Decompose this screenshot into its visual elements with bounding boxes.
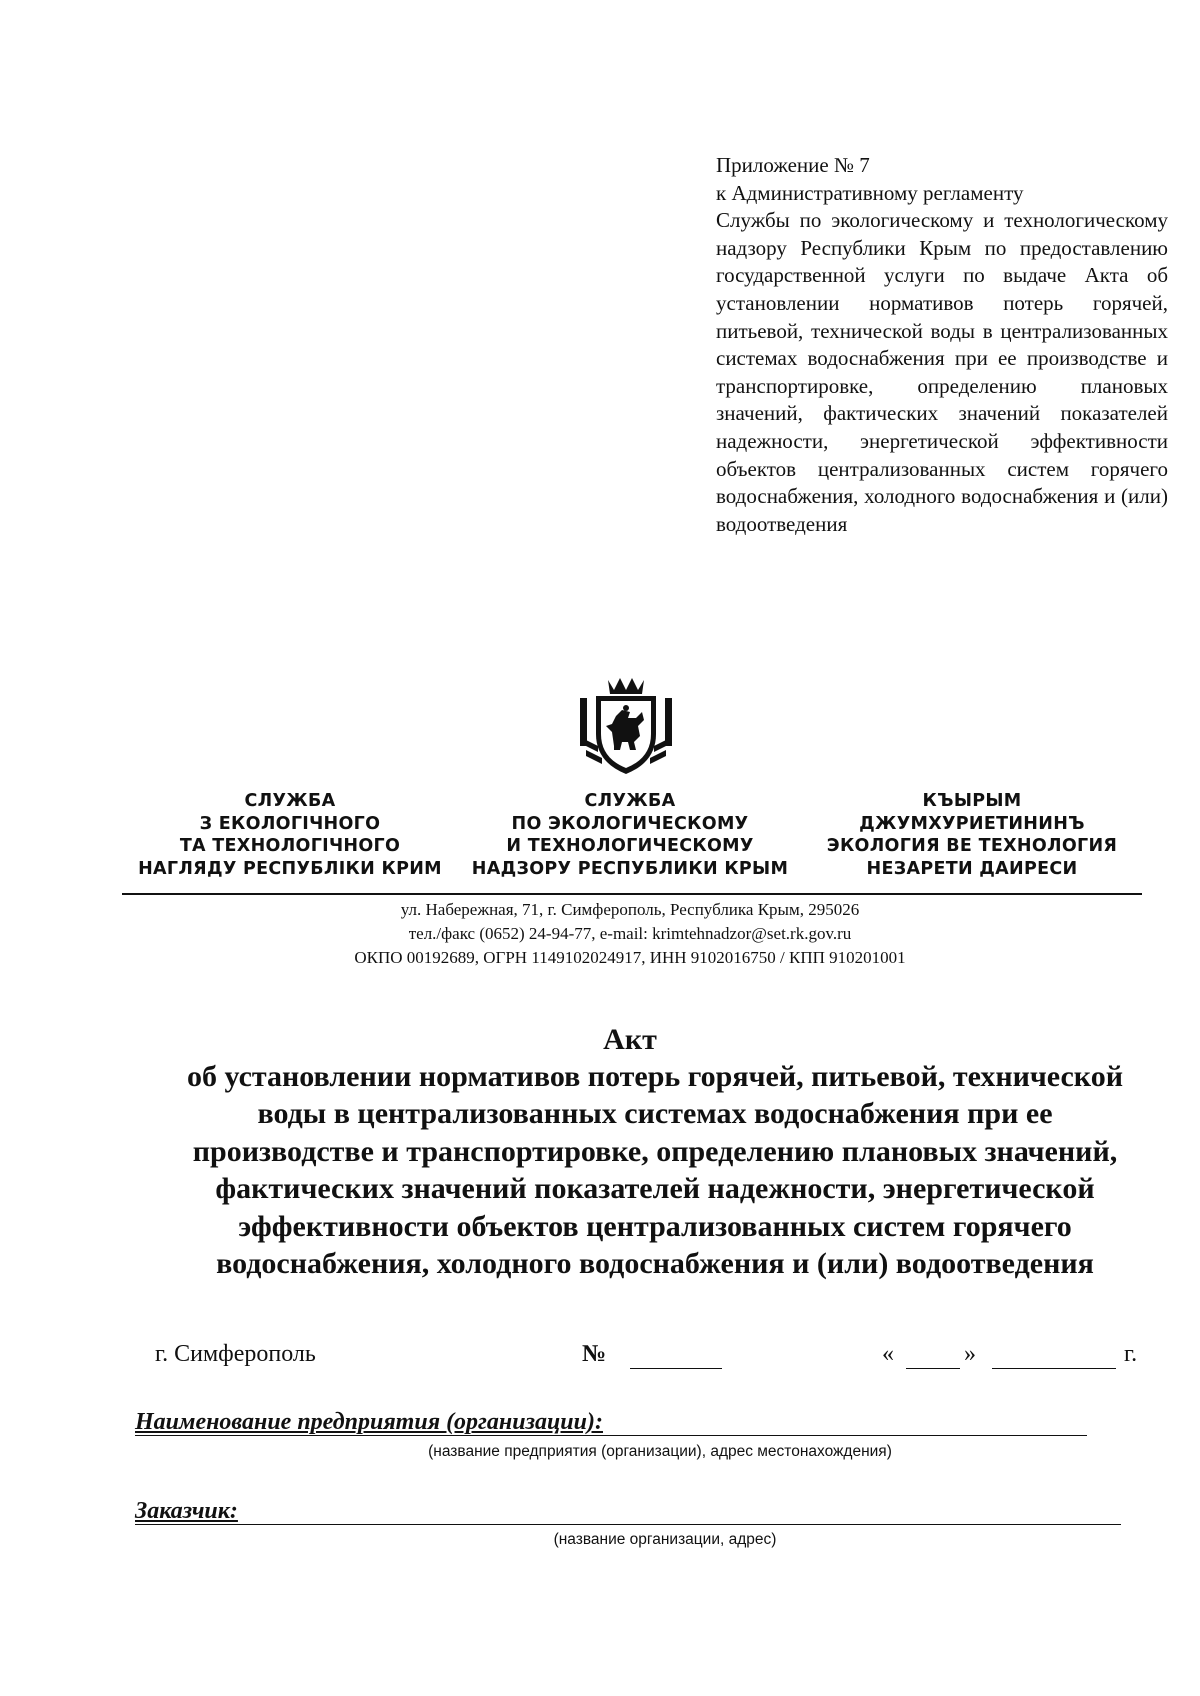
enterprise-hint: (название предприятия (организации), адрес местонахождения) <box>428 1443 892 1460</box>
appendix-line: нормативов потерь горячей, питьевой, <box>716 290 1168 343</box>
agency-line: ДЖУМХУРИЕТИНИНЪ <box>859 813 1085 834</box>
act-subject-line: производстве и транспортировке, определению плановых значений, <box>192 1134 1118 1168</box>
appendix-line: Приложение № 7 <box>716 153 870 177</box>
appendix-line: определению плановых значений, <box>716 373 1168 426</box>
act-number-label: № <box>582 1341 607 1367</box>
appendix-line: производстве и транспортировке, <box>716 346 1168 398</box>
act-subject-line: эффективности объектов централизованных систем горячего <box>238 1209 1072 1243</box>
appendix-line: Службы по экологическому <box>716 208 974 233</box>
appendix-line: технической воды в централизованных <box>811 318 1168 343</box>
appendix-line: и (или) водоотведения <box>716 484 1169 536</box>
appendix-paragraph <box>716 207 1168 538</box>
act-heading: Акт <box>603 1023 657 1056</box>
enterprise-label: Наименование предприятия (организации): <box>135 1409 603 1435</box>
contact-registry: ОКПО 00192689, ОГРН 1149102024917, ИНН 9102016750 / КПП 910201001 <box>354 948 906 967</box>
act-subject-line: фактических значений показателей надежности, энергетической <box>215 1172 1095 1206</box>
agency-line: ПО ЭКОЛОГИЧЕСКОМУ <box>511 813 749 834</box>
agency-name-ukrainian <box>132 790 448 880</box>
appendix-line: услуги по выдаче Акта об установлении <box>716 263 1169 315</box>
appendix-line: эффективности объектов <box>716 428 1168 481</box>
date-quote-open: « <box>882 1341 894 1367</box>
agency-line: ТА ТЕХНОЛОГІЧНОГО <box>179 836 401 856</box>
date-day-blank[interactable] <box>906 1368 960 1369</box>
act-subject-line: об установлении нормативов потерь горячей, питьевой, технической <box>187 1060 1123 1093</box>
customer-hint: (название организации, адрес) <box>553 1531 777 1548</box>
act-subject-line: водоснабжения, холодного водоснабжения и (или) водоотведения <box>216 1247 1094 1281</box>
act-city: г. Симферополь <box>155 1341 316 1367</box>
agency-line: НАДЗОРУ РЕСПУБЛИКИ КРЫМ <box>471 858 789 879</box>
act-number-blank[interactable] <box>630 1368 722 1369</box>
agency-contacts <box>200 898 1060 970</box>
contact-address: ул. Набережная, 71, г. Симферополь, Республика Крым, 295026 <box>400 900 860 919</box>
appendix-line: к Административному регламенту <box>716 180 1024 205</box>
appendix-line: фактических значений показателей <box>823 401 1168 426</box>
agency-line: СЛУЖБА <box>244 791 336 811</box>
crimea-coat-of-arms-icon <box>578 676 674 778</box>
agency-line: НАГЛЯДУ РЕСПУБЛІКИ КРИМ <box>138 858 442 879</box>
agency-line: ЭКОЛОГИЯ ВЕ ТЕХНОЛОГИЯ <box>826 836 1118 856</box>
header-divider <box>122 893 1142 895</box>
contact-phone-email: тел./факс (0652) 24-94-77, e-mail: krimtehnadzor@set.rk.gov.ru <box>408 924 852 943</box>
act-subject-line: воды в централизованных системах водоснабжения при ее <box>257 1097 1053 1131</box>
agency-name-russian <box>470 790 790 880</box>
act-meta-row <box>0 1338 1200 1374</box>
appendix-line: водоснабжения, холодного водоснабжения <box>716 484 1099 509</box>
date-year-suffix: г. <box>1124 1341 1138 1367</box>
agency-line: СЛУЖБА <box>584 791 676 811</box>
agency-line: КЪЫРЫМ <box>922 791 1022 811</box>
date-quote-close: » <box>964 1341 976 1367</box>
appendix-line: Крым по предоставлению государственной <box>716 235 1168 288</box>
agency-line: НЕЗАРЕТИ ДАИРЕСИ <box>866 858 1078 879</box>
date-month-blank[interactable] <box>992 1368 1116 1369</box>
appendix-line: надежности, энергетической <box>716 428 999 453</box>
appendix-line: централизованных систем горячего <box>817 456 1168 481</box>
appendix-line: системах водоснабжения при ее <box>716 346 1017 371</box>
customer-field[interactable] <box>135 1524 1121 1525</box>
agency-name-crimean-tatar <box>812 790 1132 880</box>
act-subject <box>140 1058 1170 1282</box>
appendix-block <box>716 152 1168 538</box>
appendix-line: и технологическому надзору Республики <box>716 208 1168 260</box>
enterprise-field[interactable] <box>135 1435 1087 1436</box>
customer-label: Заказчик: <box>135 1498 238 1524</box>
agency-line: З ЕКОЛОГІЧНОГО <box>199 813 381 834</box>
agency-line: И ТЕХНОЛОГИЧЕСКОМУ <box>506 836 754 856</box>
